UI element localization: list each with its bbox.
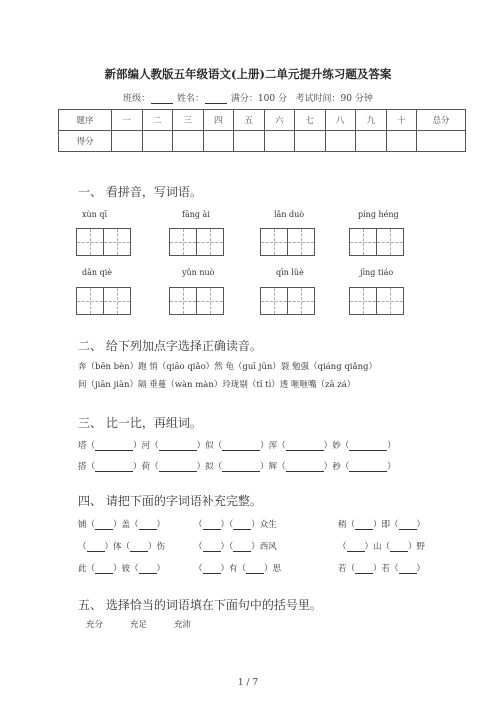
score-cell[interactable]: [234, 131, 265, 152]
idiom-item: （ ）有（ ）思: [194, 564, 282, 574]
pinyin-label: jīng tiáo: [360, 268, 394, 277]
score-cell[interactable]: [417, 131, 466, 152]
writing-grid[interactable]: [170, 228, 224, 256]
score-cell[interactable]: [295, 131, 326, 152]
idiom-item: （ ）（ ）众生: [194, 520, 277, 530]
section-2-heading: 二、 给下列加点字选择正确读音。: [78, 339, 262, 353]
writing-grid[interactable]: [77, 287, 131, 315]
writing-grid[interactable]: [261, 287, 315, 315]
score-header-cell: 三: [173, 110, 204, 131]
section-1-heading: 一、 看拼音，写词语。: [78, 185, 202, 199]
pinyin-label: lǎn duò: [274, 210, 305, 219]
score-table: [58, 109, 466, 152]
score-cell[interactable]: [325, 131, 356, 152]
name-blank[interactable]: [205, 94, 227, 104]
idiom-item: 此（ ）彼（ ）: [78, 564, 166, 574]
pronunciation-line: 间（jiān jiàn）隔 垂蔓（wàn màn）玲珑剔（tī tì）透 咂咂嘴（zā zá）: [78, 380, 356, 390]
score-cell[interactable]: [356, 131, 387, 152]
section-5-heading: 五、 选择恰当的词语填在下面句中的括号里。: [78, 598, 322, 612]
idiom-item: （ ）（ ）西风: [194, 542, 277, 552]
writing-grid[interactable]: [350, 228, 404, 256]
compare-row: 搭（ ）荷（ ）拟（ ）辉（ ）秒（ ）: [78, 462, 396, 472]
idiom-item: 若（ ）若（ ）: [338, 564, 426, 574]
idiom-item: 铺（ ）盖（ ）: [78, 520, 166, 530]
class-label: 班级：: [123, 94, 151, 104]
pinyin-label: fāng ài: [182, 210, 210, 219]
score-cell[interactable]: [386, 131, 417, 152]
student-info: [0, 91, 496, 104]
score-header-cell: 九: [356, 110, 387, 131]
word-option: 充分: [86, 620, 104, 630]
score-header-cell: 四: [203, 110, 234, 131]
score-header-cell: 六: [264, 110, 295, 131]
name-label: 姓名：: [177, 94, 205, 104]
score-cell[interactable]: [173, 131, 204, 152]
pronunciation-line: 奔（bēn bèn）跑 悄（qiāo qiǎo）然 龟（guī jūn）裂 勉强（qiáng qiǎng）: [78, 362, 377, 372]
writing-grid[interactable]: [261, 228, 315, 256]
pinyin-label: xùn qī: [82, 210, 108, 219]
idiom-item: 稍（ ）即（ ）: [338, 520, 426, 530]
writing-grid[interactable]: [77, 228, 131, 256]
compare-row: 塔（ ）河（ ）似（ ）浑（ ）妙（ ）: [78, 441, 396, 451]
score-header-cell: 总分: [417, 110, 466, 131]
writing-grid[interactable]: [350, 287, 404, 315]
word-option: 充沛: [174, 620, 192, 630]
pinyin-label: píng héng: [358, 210, 399, 219]
pinyin-label: dǎn qiè: [82, 268, 112, 277]
score-cell[interactable]: [112, 131, 143, 152]
score-header-cell: 八: [325, 110, 356, 131]
full-score: 满分：100 分: [230, 94, 287, 104]
score-row-label: 得分: [59, 131, 112, 152]
score-header-cell: 一: [112, 110, 143, 131]
score-header-cell: 七: [295, 110, 326, 131]
score-cell[interactable]: [142, 131, 173, 152]
score-header-cell: 二: [142, 110, 173, 131]
exam-time: 考试时间：90 分钟: [295, 94, 373, 104]
section-3-heading: 三、 比一比，再组词。: [78, 416, 202, 430]
word-option: 充足: [130, 620, 148, 630]
pinyin-label: qīn lüè: [276, 268, 304, 277]
class-blank[interactable]: [151, 94, 173, 104]
pinyin-label: yǔn nuò: [182, 268, 215, 277]
section-4-heading: 四、 请把下面的字词语补充完整。: [78, 494, 262, 508]
score-header-cell: 题序: [59, 110, 112, 131]
page-number: 1 / 7: [237, 678, 259, 688]
score-cell[interactable]: [203, 131, 234, 152]
score-header-cell: 五: [234, 110, 265, 131]
writing-grid[interactable]: [170, 287, 224, 315]
page-title: 新部编人教版五年级语文(上册)二单元提升练习题及答案: [104, 67, 392, 81]
score-cell[interactable]: [264, 131, 295, 152]
score-header-cell: 十: [386, 110, 417, 131]
idiom-item: （ ）体（ ）伤: [78, 542, 166, 552]
idiom-item: （ ）山（ ）野: [338, 542, 426, 552]
